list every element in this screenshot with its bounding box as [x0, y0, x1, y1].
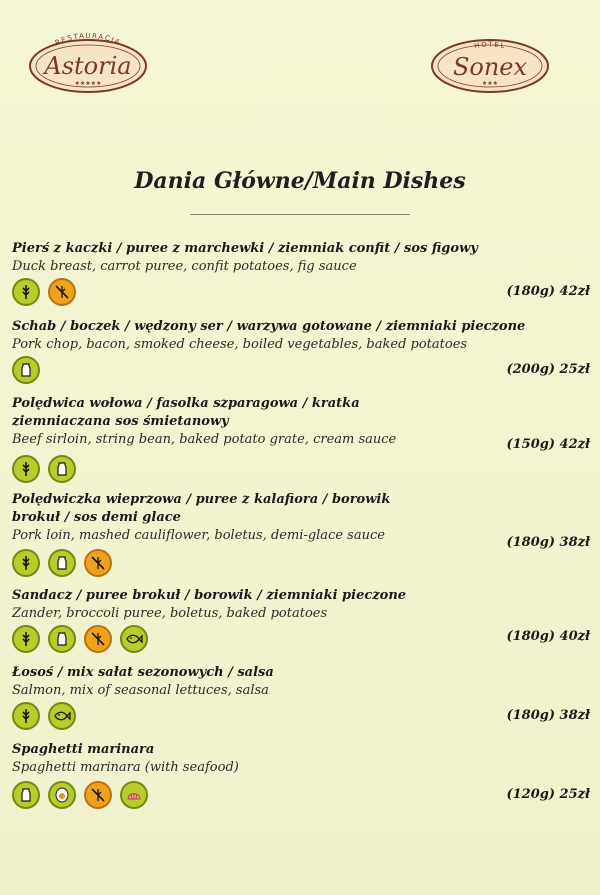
gluten-free-icon: [12, 625, 40, 653]
dish-name-pl: Schab / boczek / wędzony ser / warzywa gotowane / ziemniaki pieczone: [12, 319, 526, 334]
sonex-logo: [420, 28, 560, 98]
dish-name-en: Salmon, mix of seasonal lettuces, salsa: [12, 683, 269, 698]
dish-name-en: Duck breast, carrot puree, confit potatoes, fig sauce: [12, 259, 357, 274]
allergen-icons: [12, 549, 112, 577]
dish-name-pl: Sandacz / puree brokuł / borowik / ziemniaki pieczone: [12, 588, 407, 603]
shellfish-icon: [120, 781, 148, 809]
sonex-logo-graphic: [420, 28, 560, 98]
title-divider: [190, 214, 410, 215]
dish-name-en: Zander, broccoli puree, boletus, baked potatoes: [12, 606, 328, 621]
dish-price: (180g) 42zł: [506, 284, 590, 299]
milk-icon: [48, 455, 76, 483]
dish-name-pl: Spaghetti marinara: [12, 742, 155, 757]
milk-icon: [48, 625, 76, 653]
milk-icon: [12, 356, 40, 384]
dish-item: [12, 240, 590, 299]
no-lactose-icon: [84, 781, 112, 809]
page-title: Dania Główne/Main Dishes: [134, 168, 466, 194]
no-lactose-icon: [48, 278, 76, 306]
dish-name-en: Spaghetti marinara (with seafood): [12, 760, 239, 775]
dish-item: [12, 395, 590, 452]
dish-name-pl: Pierś z kaczki / puree z marchewki / ziemniak confit / sos figowy: [12, 241, 478, 256]
gluten-free-icon: [12, 455, 40, 483]
svg-text:Sonex: Sonex: [452, 53, 528, 81]
allergen-icons: [12, 625, 148, 653]
gluten-free-icon: [12, 278, 40, 306]
dish-name-pl: Polędwiczka wieprzowa / puree z kalafiora / borowik brokuł / sos demi glace: [12, 492, 391, 525]
egg-icon: [48, 781, 76, 809]
dish-item: [12, 491, 590, 550]
dish-name-en: Beef sirloin, string bean, baked potato grate, cream sauce: [12, 432, 397, 447]
fish-icon: [120, 625, 148, 653]
dish-item: [12, 587, 590, 644]
allergen-icons: [12, 278, 76, 306]
svg-text:HOTEL: HOTEL: [473, 40, 507, 51]
svg-text:Astoria: Astoria: [44, 52, 132, 80]
milk-icon: [48, 549, 76, 577]
no-lactose-icon: [84, 625, 112, 653]
gluten-free-icon: [12, 549, 40, 577]
dish-price: (120g) 25zł: [506, 787, 590, 802]
no-lactose-icon: [84, 549, 112, 577]
allergen-icons: [12, 455, 76, 483]
svg-text:RESTAURACJA: RESTAURACJA: [53, 31, 123, 48]
allergen-icons: [12, 781, 148, 809]
allergen-icons: [12, 702, 76, 730]
dish-name-pl: Polędwica wołowa / fasolka szparagowa / kratka ziemniaczana sos śmietanowy: [12, 396, 360, 429]
dish-price: (180g) 38zł: [506, 535, 590, 550]
astoria-logo-graphic: [18, 28, 158, 98]
allergen-icons: [12, 356, 40, 384]
dish-price: (200g) 25zł: [506, 362, 590, 377]
dish-name-en: Pork loin, mashed cauliflower, boletus, demi-glace sauce: [12, 528, 385, 543]
dish-name-pl: Łosoś / mix sałat sezonowych / salsa: [12, 665, 274, 680]
dish-price: (180g) 40zł: [506, 629, 590, 644]
dish-item: [12, 664, 590, 723]
dish-price: (150g) 42zł: [506, 437, 590, 452]
dish-name-en: Pork chop, bacon, smoked cheese, boiled vegetables, baked potatoes: [12, 337, 468, 352]
gluten-free-icon: [12, 702, 40, 730]
milk-icon: [12, 781, 40, 809]
dish-item: [12, 318, 590, 377]
astoria-logo: [18, 28, 158, 98]
dish-item: [12, 741, 590, 802]
dish-price: (180g) 38zł: [506, 708, 590, 723]
fish-icon: [48, 702, 76, 730]
svg-text:★★★: ★★★: [481, 80, 499, 87]
svg-text:★★★★★: ★★★★★: [74, 80, 102, 87]
